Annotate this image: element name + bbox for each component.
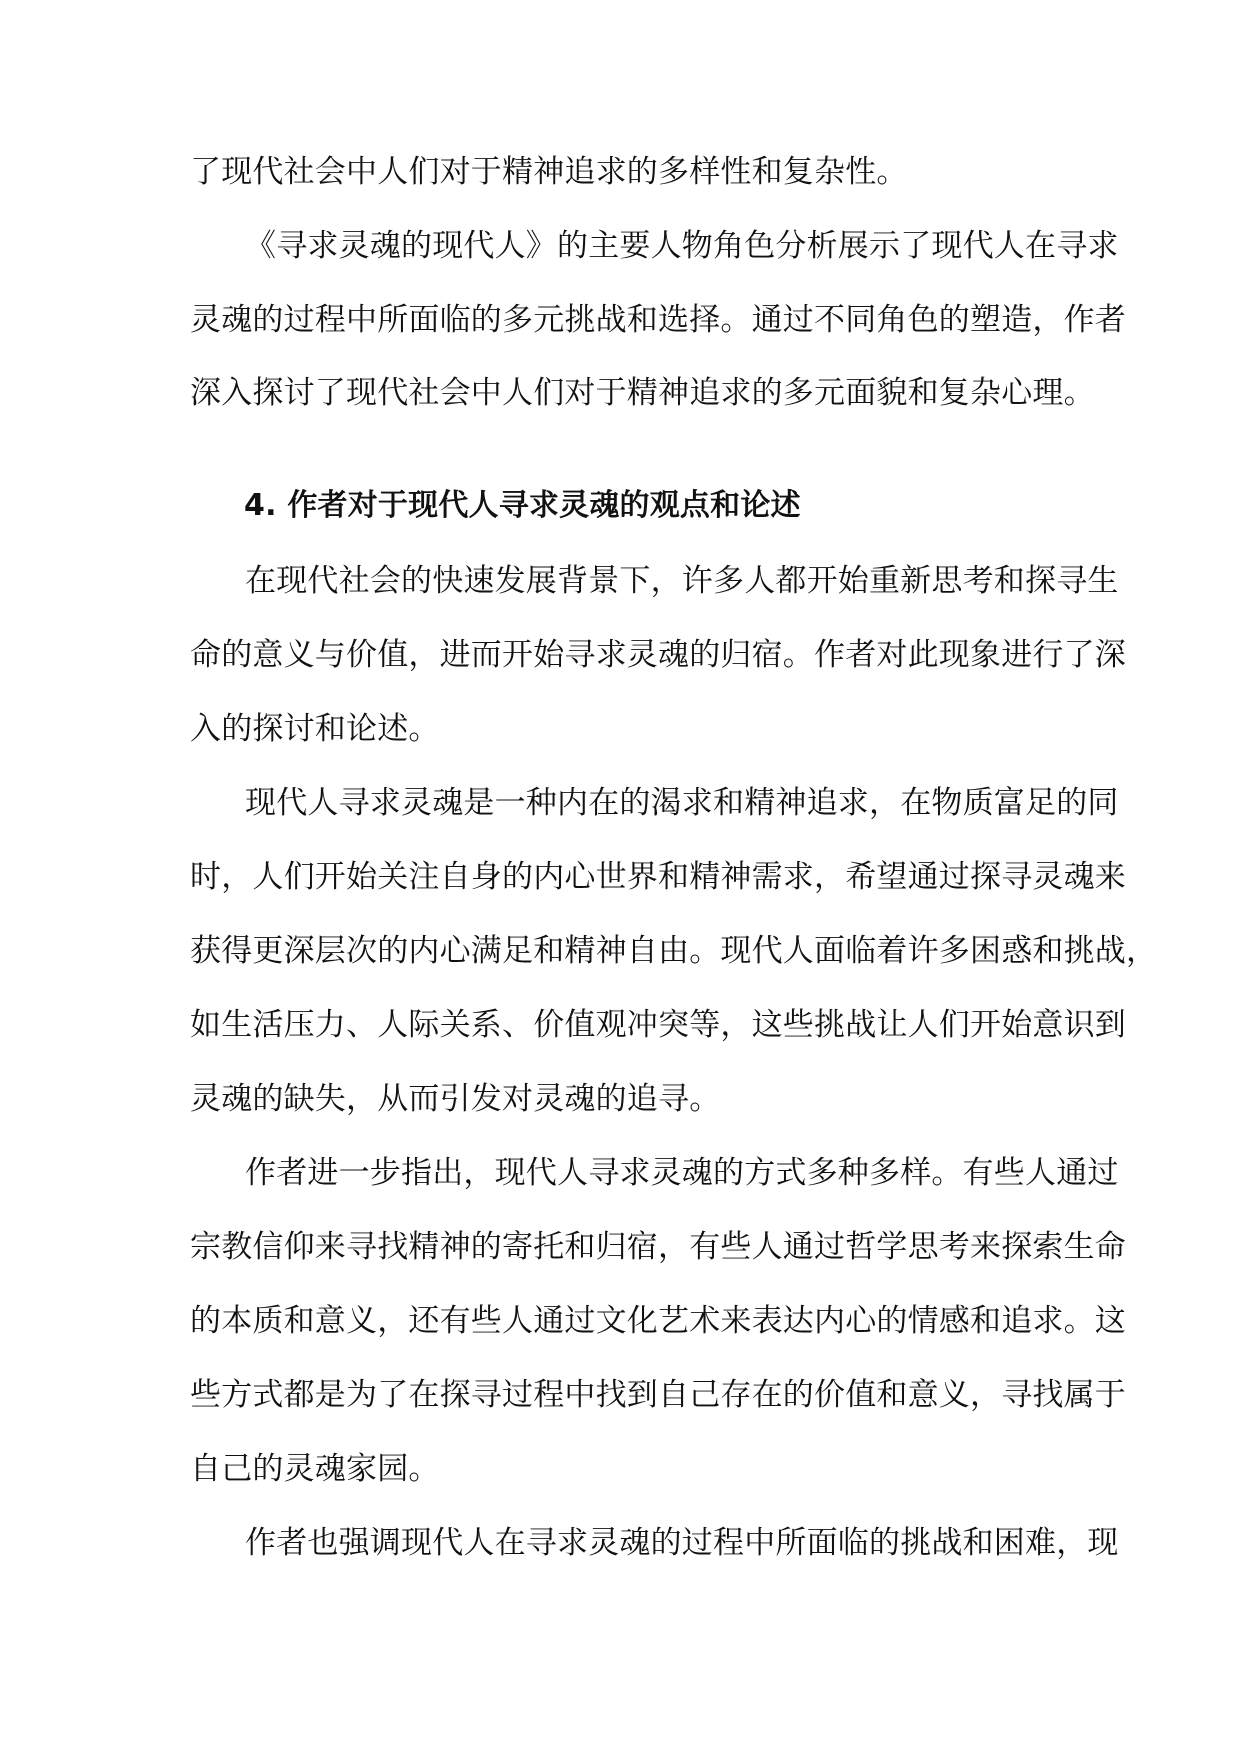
section-heading: 4. 作者对于现代人寻求灵魂的观点和论述 [244, 488, 801, 523]
paragraph-line: 的本质和意义，还有些人通过文化艺术来表达内心的情感和追求。这 [190, 1303, 1126, 1339]
paragraph-line: 些方式都是为了在探寻过程中找到自己存在的价值和意义，寻找属于 [190, 1377, 1126, 1413]
paragraph-line: 在现代社会的快速发展背景下，许多人都开始重新思考和探寻生 [245, 563, 1119, 599]
paragraph-line: 现代人寻求灵魂是一种内在的渴求和精神追求，在物质富足的同 [245, 785, 1119, 821]
paragraph-line: 《寻求灵魂的现代人》的主要人物角色分析展示了现代人在寻求 [245, 228, 1119, 264]
paragraph-line: 自己的灵魂家园。 [190, 1451, 440, 1487]
paragraph-line: 灵魂的缺失，从而引发对灵魂的追寻。 [190, 1081, 721, 1117]
paragraph-line: 获得更深层次的内心满足和精神自由。现代人面临着许多困惑和挑战， [190, 933, 1158, 969]
paragraph-line: 作者进一步指出，现代人寻求灵魂的方式多种多样。有些人通过 [245, 1155, 1119, 1191]
paragraph-line: 深入探讨了现代社会中人们对于精神追求的多元面貌和复杂心理。 [190, 375, 1095, 411]
paragraph-line: 作者也强调现代人在寻求灵魂的过程中所面临的挑战和困难，现 [245, 1525, 1119, 1561]
paragraph-line: 灵魂的过程中所面临的多元挑战和选择。通过不同角色的塑造，作者 [190, 302, 1126, 338]
paragraph-line: 如生活压力、人际关系、价值观冲突等，这些挑战让人们开始意识到 [190, 1007, 1126, 1043]
paragraph-line: 时，人们开始关注自身的内心世界和精神需求，希望通过探寻灵魂来 [190, 859, 1126, 895]
paragraph-line: 宗教信仰来寻找精神的寄托和归宿，有些人通过哲学思考来探索生命 [190, 1229, 1126, 1265]
paragraph-line: 入的探讨和论述。 [190, 711, 440, 747]
paragraph-line: 命的意义与价值，进而开始寻求灵魂的归宿。作者对此现象进行了深 [190, 637, 1126, 673]
paragraph-line: 了现代社会中人们对于精神追求的多样性和复杂性。 [190, 154, 908, 190]
